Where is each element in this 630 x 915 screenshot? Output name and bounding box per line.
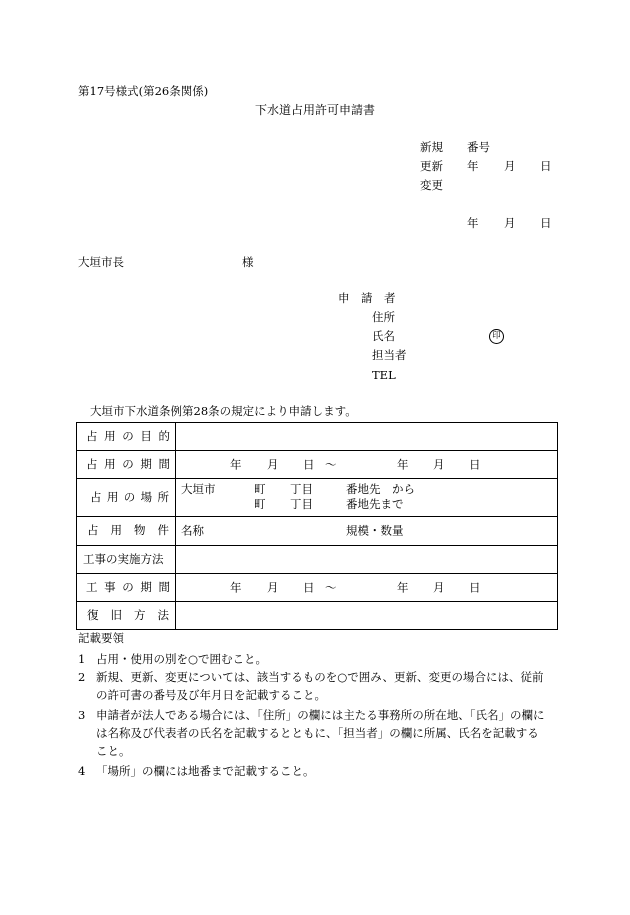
type-month: 月: [504, 159, 516, 173]
submission-year: 年: [467, 216, 479, 230]
label-place: 占 用 の 場 所: [77, 479, 176, 517]
field-purpose[interactable]: [176, 423, 558, 451]
row-items: [77, 517, 558, 546]
label-period: 占 用 の 期 間: [77, 451, 176, 479]
intro-text: 大垣市下水道条例第28条の規定により申請します。: [90, 404, 357, 418]
row-period: [77, 451, 558, 479]
field-place[interactable]: 大垣市 町 丁目 番地先 から 町 丁目 番地先まで: [176, 479, 558, 517]
type-new: 新規: [420, 140, 443, 154]
form-number: 第17号様式(第26条関係): [78, 84, 209, 98]
applicant-name-label: 氏名: [372, 329, 395, 343]
applicant-heading: 申 請 者: [338, 291, 396, 305]
type-year: 年: [467, 159, 479, 173]
type-renew: 更新: [420, 159, 443, 173]
addressee-name: 大垣市長: [78, 255, 124, 269]
type-number-label: 番号: [467, 140, 490, 154]
row-restoration: [77, 602, 558, 630]
type-change: 変更: [420, 178, 443, 192]
applicant-contact-label: 担当者: [372, 348, 407, 362]
submission-day: 日: [540, 216, 552, 230]
label-method: 工事の実施方法: [77, 546, 176, 574]
label-purpose: 占 用 の 目 的: [77, 423, 176, 451]
field-items[interactable]: 名称 規模・数量: [176, 517, 558, 546]
row-method: [77, 546, 558, 574]
addressee-honorific: 様: [242, 255, 254, 269]
label-items: 占 用 物 件: [77, 517, 176, 546]
field-method[interactable]: [176, 546, 558, 574]
form-title: 下水道占用許可申請書: [255, 103, 376, 117]
row-construction-period: [77, 574, 558, 602]
label-construction-period: 工 事 の 期 間: [77, 574, 176, 602]
field-restoration[interactable]: [176, 602, 558, 630]
applicant-address-label: 住所: [372, 310, 395, 324]
row-purpose: [77, 423, 558, 451]
notes-heading: 記載要領: [78, 631, 124, 645]
application-form-table: [76, 422, 558, 630]
label-restoration: 復 旧 方 法: [77, 602, 176, 630]
type-day: 日: [540, 159, 552, 173]
field-construction-period[interactable]: 年 月 日 〜 年 月 日: [176, 574, 558, 602]
seal-mark-icon: 印: [489, 329, 504, 344]
row-place: [77, 479, 558, 517]
field-period[interactable]: 年 月 日 〜 年 月 日: [176, 451, 558, 479]
applicant-tel-label: TEL: [372, 368, 396, 382]
submission-month: 月: [504, 216, 516, 230]
